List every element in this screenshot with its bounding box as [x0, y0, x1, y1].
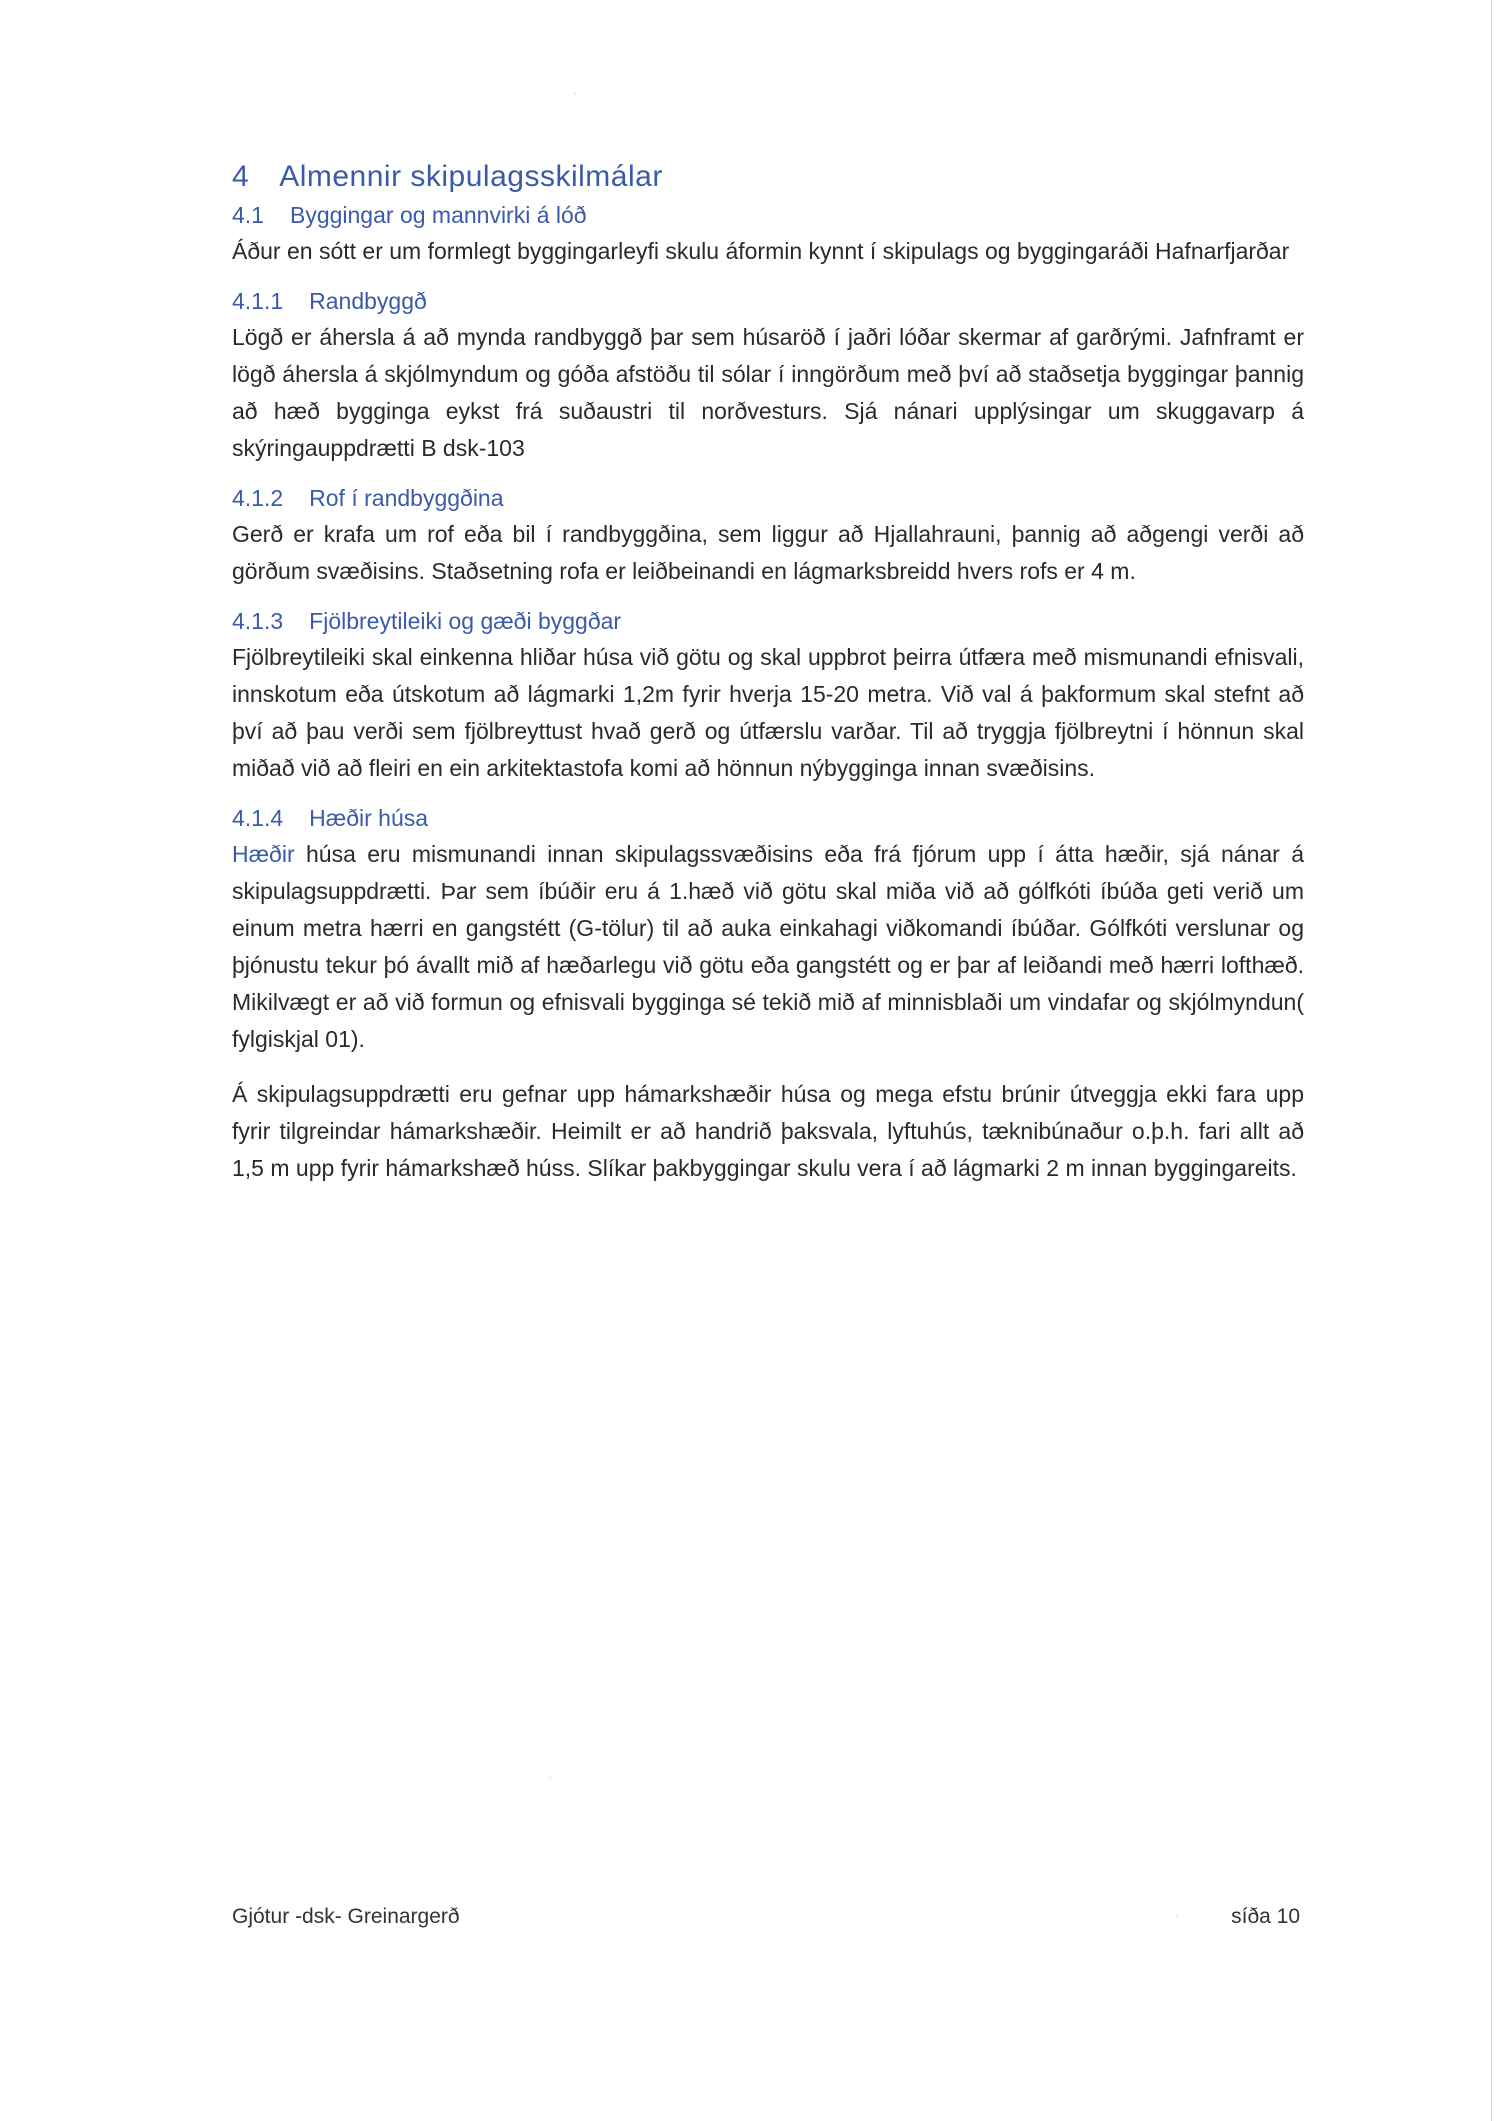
- chapter-number: 4: [232, 160, 250, 193]
- section-paragraph: Lögð er áhersla á að mynda randbyggð þar sem húsaröð í jaðri lóðar skermar af garðrými. Jafnframt er lögð áhersla á skjólmyndum og góða afstöðu til sólar í inngörðum með því að staðsetja byggingar þannig að hæð bygginga eykst frá suðaustri til norðvesturs. Sjá nánari upplýsingar um skuggavarp á skýringauppdrætti B dsk-103: [232, 324, 1304, 461]
- section-paragraph: [232, 836, 1304, 1058]
- lead-word: Hæðir: [232, 841, 295, 867]
- paragraph-text: húsa eru mismunandi innan skipulagssvæðisins eða frá fjórum upp í átta hæðir, sjá nánar á skipulagsuppdrætti. Þar sem íbúðir eru á 1.hæð við götu skal miða við að gólfkóti íbúða geti verið um einum metra hærri en gangstétt (G-tölur) til að auka einkahagi viðkomandi íbúðar. Gólfkóti verslunar og þjónustu tekur þó ávallt mið af hæðarlegu við götu eða gangstétt og er þar af leiðandi með hærri lofthæð. Mikilvægt er að við formun og efnisvali bygginga sé tekið mið af minnisblaði um vindafar og skjólmyndun( fylgiskjal 01).: [232, 841, 1304, 1052]
- subsection-title: Fjölbreytileiki og gæði byggðar: [309, 608, 622, 634]
- subsection-heading: [232, 288, 1304, 315]
- section-number: 4.1: [232, 202, 264, 228]
- subsection-number: 4.1.1: [232, 288, 284, 314]
- subsection-title: Rof í randbyggðina: [309, 485, 504, 511]
- subsection-number: 4.1.3: [232, 608, 284, 634]
- subsection-number: 4.1.2: [232, 485, 284, 511]
- scan-speck: ·: [1175, 1908, 1179, 1922]
- section-paragraph: Fjölbreytileiki skal einkenna hliðar húsa við götu og skal uppbrot þeirra útfæra með mismunandi efnisvali, innskotum eða útskotum að lágmarki 1,2m fyrir hverja 15-20 metra. Við val á þakformum skal stefnt að því að þau verði sem fjölbreyttust hvað gerð og útfærslu varðar. Til að tryggja fjölbreytni í hönnun skal miðað við að fleiri en ein arkitektastofa komi að hönnun nýbygginga innan svæðisins.: [232, 644, 1304, 781]
- section-title: Byggingar og mannvirki á lóð: [289, 202, 587, 228]
- chapter-heading: [232, 160, 1304, 194]
- subsection-heading: [232, 608, 1304, 635]
- subsection-heading: [232, 805, 1304, 832]
- section-paragraph: Á skipulagsuppdrætti eru gefnar upp hámarkshæðir húsa og mega efstu brúnir útveggja ekki fara upp fyrir tilgreindar hámarkshæðir. Heimilt er að handrið þaksvala, lyftuhús, tæknibúnaður o.þ.h. fari allt að 1,5 m upp fyrir hámarkshæð húss. Slíkar þakbyggingar skulu vera í að lágmarki 2 m innan byggingareits.: [232, 1081, 1304, 1181]
- subsection-number: 4.1.4: [232, 805, 284, 831]
- document-body: [232, 160, 1304, 1187]
- scan-speck: ·: [548, 1770, 552, 1784]
- scan-speck: ·: [573, 86, 577, 100]
- subsection-title: Hæðir húsa: [309, 805, 429, 831]
- section-paragraph: Gerð er krafa um rof eða bil í randbyggðina, sem liggur að Hjallahrauni, þannig að aðgengi verði að görðum svæðisins. Staðsetning rofa er leiðbeinandi en lágmarksbreidd hvers rofs er 4 m.: [232, 521, 1304, 584]
- footer-page-number: síða 10: [1231, 1905, 1300, 1928]
- section-paragraph: Áður en sótt er um formlegt byggingarleyfi skulu áformin kynnt í skipulags og byggingaráði Hafnarfjarðar: [232, 238, 1290, 264]
- page-edge: [1491, 0, 1492, 2121]
- subsection-heading: [232, 485, 1304, 512]
- footer-document-title: Gjótur -dsk- Greinargerð: [232, 1905, 460, 1928]
- chapter-title: Almennir skipulagsskilmálar: [279, 160, 663, 193]
- subsection-title: Randbyggð: [309, 288, 427, 314]
- section-heading: [232, 202, 1304, 229]
